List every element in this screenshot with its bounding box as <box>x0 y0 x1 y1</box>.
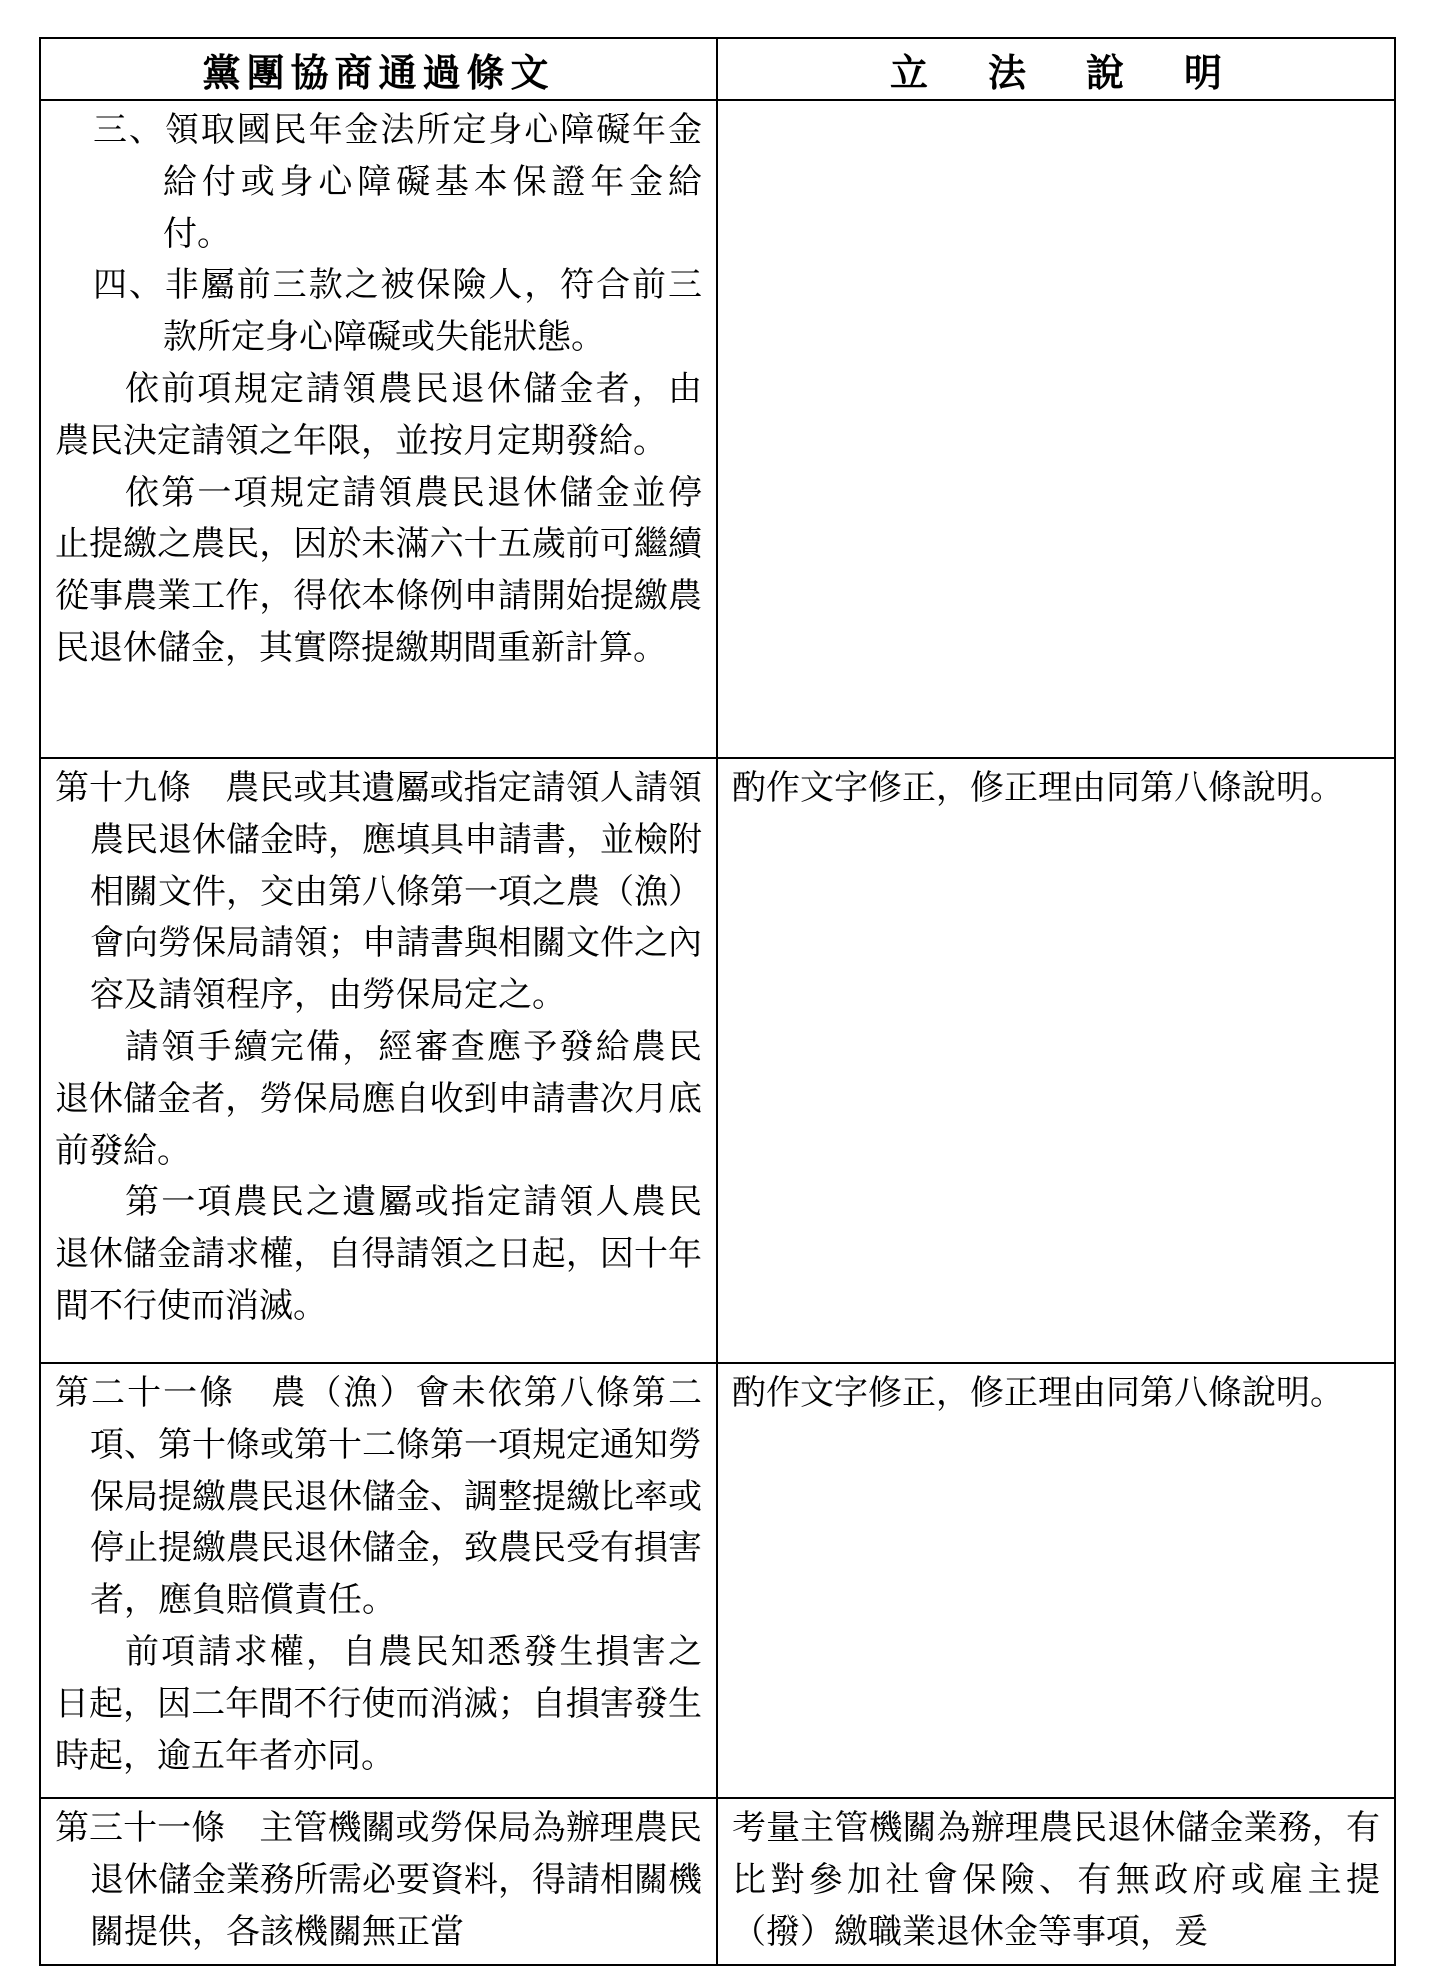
article-21: 第二十一條 農（漁）會未依第八條第二項、第十條或第十二條第一項規定通知勞保局提繳農民退休儲金、調整提繳比率或停止提繳農民退休儲金，致農民受有損害者，應負賠償責任。 <box>55 1373 702 1621</box>
article-19: 第十九條 農民或其遺屬或指定請領人請領農民退休儲金時，應填具申請書，並檢附相關文件，交由第八條第一項之農（漁）會向勞保局請領；申請書與相關文件之內容及請領程序，由勞保局定之。 <box>55 768 702 1016</box>
table-header-row <box>40 38 1395 100</box>
table-row <box>40 1798 1395 1965</box>
row-2-left-cell <box>40 758 717 1363</box>
row-3-right-cell: 酌作文字修正，修正理由同第八條說明。 <box>717 1363 1395 1798</box>
article-31: 第三十一條 主管機關或勞保局為辦理農民退休儲金業務所需必要資料，得請相關機關提供，各該機關無正當 <box>55 1808 702 1952</box>
header-right: 立法說明 <box>717 38 1395 100</box>
paragraph: 依前項規定請領農民退休儲金者，由農民決定請領之年限，並按月定期發給。 <box>55 368 702 461</box>
row-4-left-cell <box>40 1798 717 1965</box>
row-1-left-cell <box>40 100 717 758</box>
item-3: 三、領取國民年金法所定身心障礙年金給付或身心障礙基本保證年金給付。 <box>93 110 702 254</box>
row-4-right-cell: 考量主管機關為辦理農民退休儲金業務，有比對參加社會保險、有無政府或雇主提（撥）繳職業退休金等事項，爰 <box>717 1798 1395 1965</box>
paragraph: 請領手續完備，經審查應予發給農民退休儲金者，勞保局應自收到申請書次月底前發給。 <box>55 1026 702 1171</box>
header-left: 黨團協商通過條文 <box>40 38 717 100</box>
table-row <box>40 1363 1395 1798</box>
document-table <box>39 37 1396 1966</box>
table-row <box>40 758 1395 1363</box>
row-1-right-cell <box>717 100 1395 758</box>
paragraph: 第一項農民之遺屬或指定請領人農民退休儲金請求權，自得請領之日起，因十年間不行使而消滅。 <box>55 1182 702 1326</box>
paragraph: 前項請求權，自農民知悉發生損害之日起，因二年間不行使而消滅；自損害發生時起，逾五年者亦同。 <box>55 1631 702 1776</box>
paragraph: 依第一項規定請領農民退休儲金並停止提繳之農民，因於未滿六十五歲前可繼續從事農業工作，得依本條例申請開始提繳農民退休儲金，其實際提繳期間重新計算。 <box>55 472 702 668</box>
table-row <box>40 100 1395 758</box>
row-3-left-cell <box>40 1363 717 1798</box>
row-2-right-cell: 酌作文字修正，修正理由同第八條說明。 <box>717 758 1395 1363</box>
item-4: 四、非屬前三款之被保險人，符合前三款所定身心障礙或失能狀態。 <box>93 265 702 358</box>
